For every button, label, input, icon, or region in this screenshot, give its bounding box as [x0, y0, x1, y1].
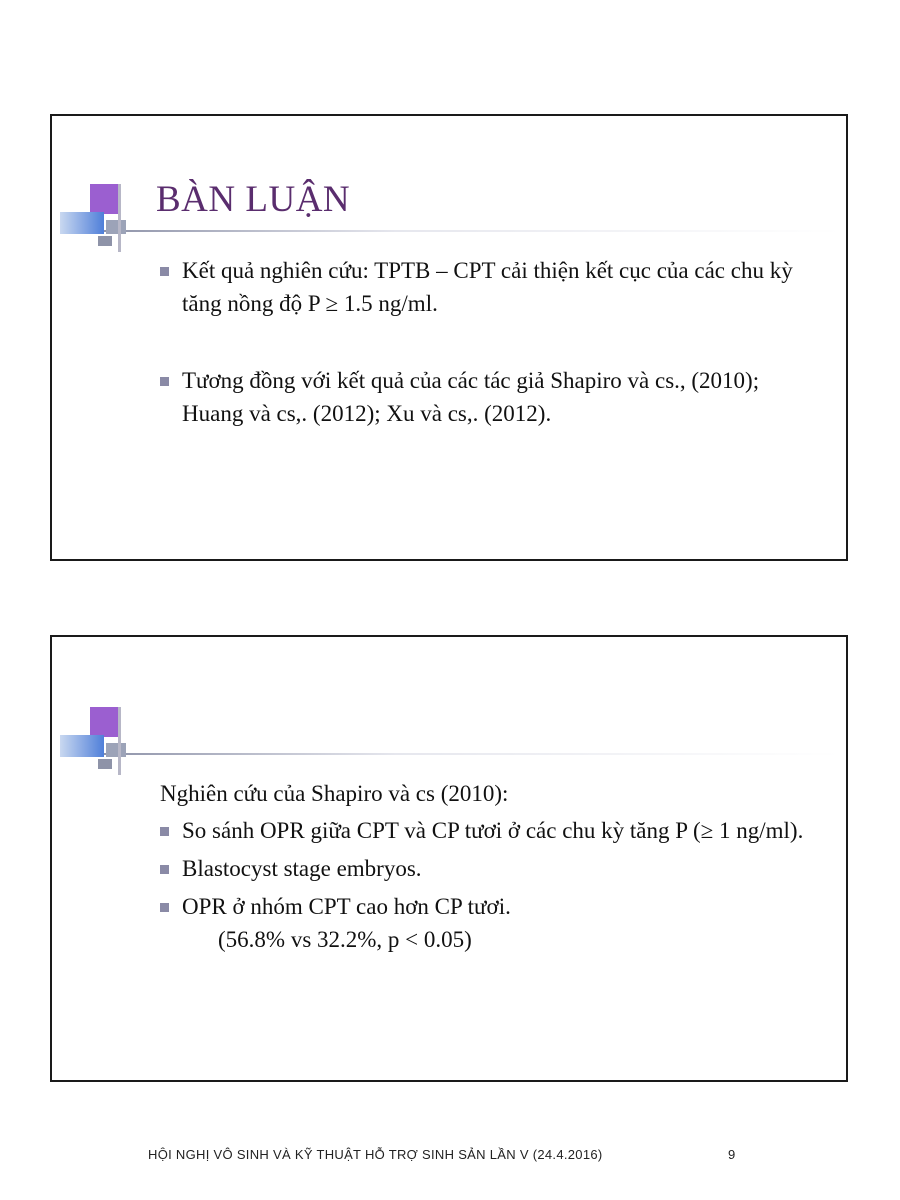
slide-logo-icon [60, 184, 160, 254]
square-bullet-icon [160, 865, 169, 874]
bullet-text: OPR ở nhóm CPT cao hơn CP tươi. [182, 894, 511, 919]
bullet-item [158, 852, 826, 885]
bullet-item [158, 364, 826, 430]
bullet-item [158, 814, 826, 847]
bullet-item [158, 890, 826, 956]
bullet-text: Kết quả nghiên cứu: TPTB – CPT cải thiện kết cục của các chu kỳ tăng nồng độ P ≥ 1.5 ng/ml. [182, 258, 793, 316]
bullet-list [158, 814, 826, 956]
square-bullet-icon [160, 377, 169, 386]
square-bullet-icon [160, 267, 169, 276]
bullet-text: Blastocyst stage embryos. [182, 856, 422, 881]
footer-text: HỘI NGHỊ VÔ SINH VÀ KỸ THUẬT HỖ TRỢ SINH SẢN LẦN V (24.4.2016) [148, 1147, 603, 1162]
square-bullet-icon [160, 903, 169, 912]
result-text: (56.8% vs 32.2%, p < 0.05) [218, 927, 472, 952]
page-number: 9 [728, 1147, 736, 1162]
bullet-item [158, 254, 826, 320]
slide-lead-text: Nghiên cứu của Shapiro và cs (2010): [160, 781, 509, 806]
bullet-text: So sánh OPR giữa CPT và CP tươi ở các chu kỳ tăng P (≥ 1 ng/ml). [182, 818, 804, 843]
slide-2 [50, 635, 848, 1082]
slide-logo-icon [60, 707, 160, 777]
slide-title: BÀN LUẬN [156, 179, 351, 220]
square-bullet-icon [160, 827, 169, 836]
bullet-list [158, 254, 826, 430]
slide-1 [50, 114, 848, 561]
bullet-text: Tương đồng với kết quả của các tác giả Shapiro và cs., (2010); Huang và cs,. (2012); Xu và cs,. (2012). [182, 368, 760, 426]
